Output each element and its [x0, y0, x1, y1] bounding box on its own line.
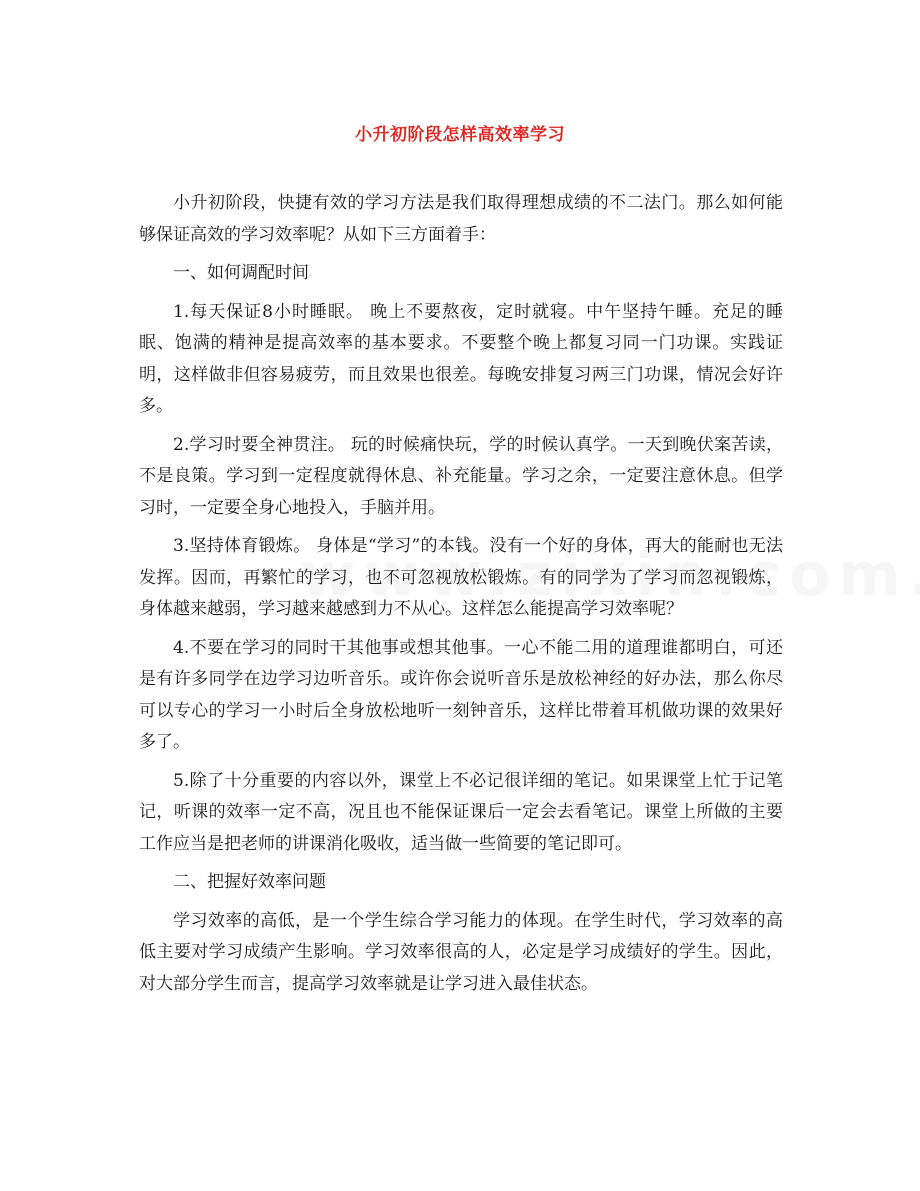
list-item-focus: 2.学习时要全神贯注。 玩的时候痛快玩，学的时候认真学。一天到晚伏案苦读，不是良策。学习到一定程度就得休息、补充能量。学习之余，一定要注意休息。但学习时，一定要全身心地投入，手脑并用。: [139, 434, 783, 518]
list-item-single-task: 4.不要在学习的同时干其他事或想其他事。一心不能二用的道理谁都明白，可还是有许多同学在边学习边听音乐。或许你会说听音乐是放松神经的好办法，那么你尽可以专心的学习一小时后全身放松地听一刻钟音乐，这样比带着耳机做功课的效果好多了。: [139, 637, 783, 752]
section-heading-efficiency: 二、把握好效率问题: [173, 872, 326, 892]
efficiency-paragraph: 学习效率的高低，是一个学生综合学习能力的体现。在学生时代，学习效率的高低主要对学习成绩产生影响。学习效率很高的人，必定是学习成绩好的学生。因此，对大部分学生而言，提高学习效率就是让学习进入最佳状态。: [139, 910, 783, 994]
document-title: 小升初阶段怎样高效率学习: [355, 125, 565, 145]
section-heading-time: 一、如何调配时间: [173, 263, 309, 283]
document-body: [139, 188, 783, 1007]
list-item-notes: 5.除了十分重要的内容以外，课堂上不必记很详细的笔记。如果课堂上忙于记笔记，听课的效率一定不高，况且也不能保证课后一定会去看笔记。课堂上所做的主要工作应当是把老师的讲课消化吸收，适当做一些简要的笔记即可。: [139, 770, 783, 854]
list-item-sleep: 1.每天保证8小时睡眠。 晚上不要熬夜，定时就寝。中午坚持午睡。充足的睡眠、饱满的精神是提高效率的基本要求。不要整个晚上都复习同一门功课。实践证明，这样做非但容易疲劳，而且效果也很差。每晚安排复习两三门功课，情况会好许多。: [139, 301, 783, 416]
list-item-exercise: 3.坚持体育锻炼。 身体是“学习”的本钱。没有一个好的身体，再大的能耐也无法发挥。因而，再繁忙的学习，也不可忽视放松锻炼。有的同学为了学习而忽视锻炼，身体越来越弱，学习越来越感到力不从心。这样怎么能提高学习效率呢？: [139, 536, 783, 619]
intro-paragraph: 小升初阶段，快捷有效的学习方法是我们取得理想成绩的不二法门。那么如何能够保证高效的学习效率呢？从如下三方面着手：: [139, 193, 783, 245]
